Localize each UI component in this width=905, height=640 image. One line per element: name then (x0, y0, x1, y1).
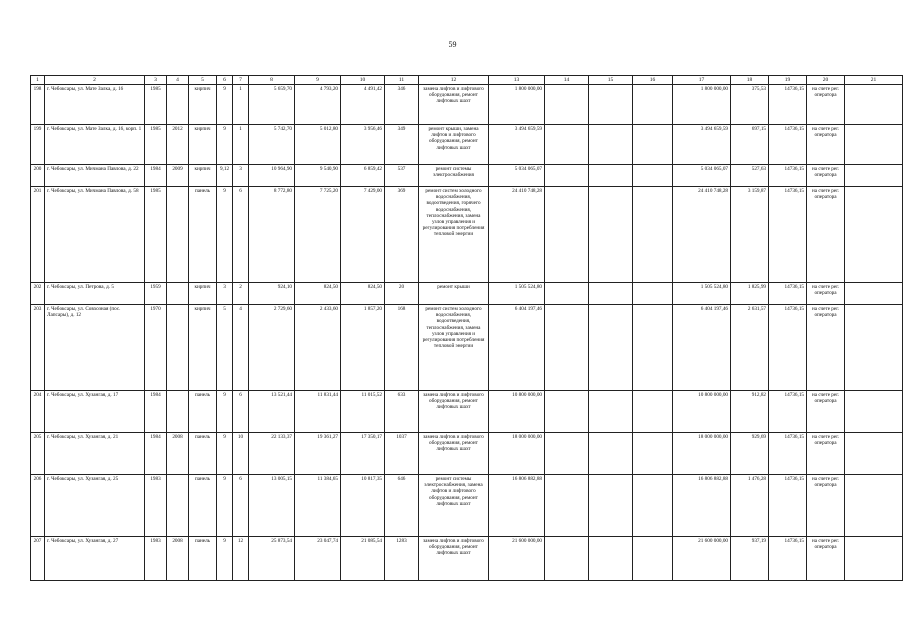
works-cell: замена лифтов и лифтового оборудования, ремонт лифтовых шахт (419, 85, 489, 125)
year-built-cell: 1959 (145, 283, 167, 305)
entrances-cell: 6 (233, 391, 249, 433)
year-renovated-cell (167, 85, 189, 125)
total-area-cell: 2 729,60 (249, 305, 295, 391)
table-row (31, 537, 903, 581)
cost-cell: 16 806 882,88 (489, 475, 545, 537)
column-number-cell: 16 (633, 76, 673, 85)
total-cost-cell: 16 806 882,88 (673, 475, 731, 537)
empty-cell (845, 433, 903, 475)
residential-area-cell: 824,50 (341, 283, 385, 305)
max-unit-cost-cell: 14736,15 (769, 475, 807, 537)
table-row (31, 187, 903, 283)
empty-cell (845, 537, 903, 581)
year-built-cell: 1983 (145, 537, 167, 581)
total-cost-cell: 6 404 197,46 (673, 305, 731, 391)
floors-cell: 9 (217, 85, 233, 125)
cost-cell: 6 404 197,46 (489, 305, 545, 391)
cost-cell: 21 600 000,00 (489, 537, 545, 581)
cost-cell: 3 494 659,59 (489, 125, 545, 165)
works-cell: ремонт систем холодного водоснабжения, водоотведения, теплоснабжения, замена узлов управления и регулирования потребления тепловой энергии (419, 305, 489, 391)
unit-cost-cell: 697,15 (731, 125, 769, 165)
column-number-cell: 5 (189, 76, 217, 85)
entrances-cell: 6 (233, 187, 249, 283)
cost-cell (633, 85, 673, 125)
cost-cell (545, 475, 589, 537)
total-cost-cell: 3 494 659,59 (673, 125, 731, 165)
floors-cell: 5 (217, 305, 233, 391)
cost-cell: 24 410 748,28 (489, 187, 545, 283)
residents-cell: 346 (385, 85, 419, 125)
empty-cell (845, 187, 903, 283)
address-cell: г. Чебоксары, ул. Мате Залка, д. 16, корп. 1 (45, 125, 145, 165)
residential-area-cell: 4 491,42 (341, 85, 385, 125)
entrances-cell: 1 (233, 85, 249, 125)
total-area-cell: 13 521,44 (249, 391, 295, 433)
year-renovated-cell (167, 283, 189, 305)
wall-material-cell: панель (189, 537, 217, 581)
cost-cell (633, 125, 673, 165)
entrances-cell: 4 (233, 305, 249, 391)
max-unit-cost-cell: 14736,15 (769, 305, 807, 391)
residential-area-cell: 6 859,42 (341, 165, 385, 187)
unit-cost-cell: 912,82 (731, 391, 769, 433)
column-number-cell: 12 (419, 76, 489, 85)
column-number-cell: 17 (673, 76, 731, 85)
total-cost-cell: 21 600 000,00 (673, 537, 731, 581)
column-number-cell: 2 (45, 76, 145, 85)
max-unit-cost-cell: 14736,15 (769, 187, 807, 283)
unit-cost-cell: 937,19 (731, 537, 769, 581)
wall-material-cell: панель (189, 475, 217, 537)
table-row (31, 391, 903, 433)
cost-cell (633, 537, 673, 581)
funding-method-cell: на счете рег. оператора (807, 433, 845, 475)
residents-cell: 369 (385, 187, 419, 283)
total-area-cell: 25 873,54 (249, 537, 295, 581)
residential-area-cell: 7 429,00 (341, 187, 385, 283)
unit-cost-cell: 1 825,99 (731, 283, 769, 305)
cost-cell (545, 165, 589, 187)
works-cell: замена лифтов и лифтового оборудования, ремонт лифтовых шахт (419, 433, 489, 475)
residents-cell: 20 (385, 283, 419, 305)
total-area-cell: 13 005,15 (249, 475, 295, 537)
funding-method-cell: на счете рег. оператора (807, 165, 845, 187)
entrances-cell: 3 (233, 165, 249, 187)
year-renovated-cell: 2008 (167, 433, 189, 475)
cost-cell (589, 165, 633, 187)
area-cell: 7 725,20 (295, 187, 341, 283)
works-cell: ремонт крыши, замена лифтов и лифтового оборудования, ремонт лифтовых шахт (419, 125, 489, 165)
entrances-cell: 12 (233, 537, 249, 581)
area-cell: 9 540,90 (295, 165, 341, 187)
row-number-cell: 207 (31, 537, 45, 581)
year-built-cell: 1984 (145, 165, 167, 187)
residents-cell: 1037 (385, 433, 419, 475)
year-renovated-cell: 2008 (167, 537, 189, 581)
housing-register-table (30, 75, 903, 581)
column-number-cell: 11 (385, 76, 419, 85)
unit-cost-cell: 375,53 (731, 85, 769, 125)
area-cell: 19 361,27 (295, 433, 341, 475)
cost-cell (545, 187, 589, 283)
max-unit-cost-cell: 14736,15 (769, 391, 807, 433)
entrances-cell: 2 (233, 283, 249, 305)
year-built-cell: 1985 (145, 187, 167, 283)
table-row (31, 433, 903, 475)
unit-cost-cell: 3 159,87 (731, 187, 769, 283)
empty-cell (845, 475, 903, 537)
area-cell: 23 047,74 (295, 537, 341, 581)
unit-cost-cell: 929,69 (731, 433, 769, 475)
column-number-cell: 13 (489, 76, 545, 85)
residential-area-cell: 1 857,20 (341, 305, 385, 391)
column-number-cell: 21 (845, 76, 903, 85)
table-row (31, 125, 903, 165)
column-number-cell: 9 (295, 76, 341, 85)
works-cell: ремонт системы электроснабжения (419, 165, 489, 187)
address-cell: г. Чебоксары, ул. Мате Залка, д. 16 (45, 85, 145, 125)
cost-cell (545, 85, 589, 125)
total-area-cell: 8 772,80 (249, 187, 295, 283)
unit-cost-cell: 2 631,57 (731, 305, 769, 391)
cost-cell (589, 433, 633, 475)
residential-area-cell: 11 015,52 (341, 391, 385, 433)
funding-method-cell: на счете рег. оператора (807, 283, 845, 305)
max-unit-cost-cell: 14736,15 (769, 85, 807, 125)
year-built-cell: 1985 (145, 125, 167, 165)
wall-material-cell: кирпич (189, 85, 217, 125)
area-cell: 11 384,65 (295, 475, 341, 537)
column-number-cell: 3 (145, 76, 167, 85)
total-cost-cell: 18 000 000,00 (673, 433, 731, 475)
floors-cell: 9 (217, 187, 233, 283)
residents-cell: 168 (385, 305, 419, 391)
max-unit-cost-cell: 14736,15 (769, 283, 807, 305)
year-renovated-cell (167, 305, 189, 391)
total-area-cell: 5 742,70 (249, 125, 295, 165)
address-cell: г. Чебоксары, ул. Мичмана Павлова, д. 22 (45, 165, 145, 187)
year-renovated-cell (167, 391, 189, 433)
max-unit-cost-cell: 14736,15 (769, 165, 807, 187)
unit-cost-cell: 1 476,28 (731, 475, 769, 537)
empty-cell (845, 305, 903, 391)
residential-area-cell: 3 956,46 (341, 125, 385, 165)
column-number-cell: 14 (545, 76, 589, 85)
year-built-cell: 1985 (145, 85, 167, 125)
year-built-cell: 1984 (145, 391, 167, 433)
table-row (31, 305, 903, 391)
total-cost-cell: 1 505 524,80 (673, 283, 731, 305)
cost-cell (589, 475, 633, 537)
address-cell: г. Чебоксары, ул. Хузангая, д. 27 (45, 537, 145, 581)
floors-cell: 9 (217, 433, 233, 475)
area-cell: 11 831,44 (295, 391, 341, 433)
wall-material-cell: кирпич (189, 125, 217, 165)
entrances-cell: 10 (233, 433, 249, 475)
column-number-cell: 10 (341, 76, 385, 85)
empty-cell (845, 125, 903, 165)
wall-material-cell: кирпич (189, 283, 217, 305)
table-row (31, 475, 903, 537)
works-cell: ремонт систем холодного водоснабжения, водоотведения, горячего водоснабжения, теплоснабжения, замена узлов управления и регулирования потребления тепловой энергии (419, 187, 489, 283)
works-cell: замена лифтов и лифтового оборудования, ремонт лифтовых шахт (419, 537, 489, 581)
funding-method-cell: на счете рег. оператора (807, 187, 845, 283)
address-cell: г. Чебоксары, ул. Петрова, д. 5 (45, 283, 145, 305)
total-area-cell: 22 133,37 (249, 433, 295, 475)
empty-cell (845, 165, 903, 187)
funding-method-cell: на счете рег. оператора (807, 391, 845, 433)
total-cost-cell: 5 034 065,07 (673, 165, 731, 187)
empty-cell (845, 283, 903, 305)
area-cell: 5 012,80 (295, 125, 341, 165)
cost-cell (545, 125, 589, 165)
residential-area-cell: 10 817,35 (341, 475, 385, 537)
residents-cell: 349 (385, 125, 419, 165)
cost-cell (589, 305, 633, 391)
entrances-cell: 1 (233, 125, 249, 165)
cost-cell (589, 187, 633, 283)
column-number-row (31, 76, 903, 85)
works-cell: ремонт системы электроснабжения, замена лифтов и лифтового оборудования, ремонт лифтовых шахт (419, 475, 489, 537)
cost-cell (545, 391, 589, 433)
cost-cell: 10 800 000,00 (489, 391, 545, 433)
cost-cell (589, 125, 633, 165)
column-number-cell: 8 (249, 76, 295, 85)
year-built-cell: 1970 (145, 305, 167, 391)
wall-material-cell: панель (189, 391, 217, 433)
page-number: 59 (448, 40, 457, 49)
works-cell: ремонт крыши (419, 283, 489, 305)
row-number-cell: 203 (31, 305, 45, 391)
row-number-cell: 201 (31, 187, 45, 283)
floors-cell: 9,12 (217, 165, 233, 187)
entrances-cell: 6 (233, 475, 249, 537)
cost-cell: 5 034 065,07 (489, 165, 545, 187)
floors-cell: 9 (217, 391, 233, 433)
works-cell: замена лифтов и лифтового оборудования, ремонт лифтовых шахт (419, 391, 489, 433)
row-number-cell: 205 (31, 433, 45, 475)
total-area-cell: 10 964,90 (249, 165, 295, 187)
floors-cell: 3 (217, 283, 233, 305)
year-renovated-cell: 2009 (167, 165, 189, 187)
total-cost-cell: 1 800 000,00 (673, 85, 731, 125)
cost-cell (633, 475, 673, 537)
funding-method-cell: на счете рег. оператора (807, 85, 845, 125)
cost-cell (589, 537, 633, 581)
cost-cell: 1 505 524,80 (489, 283, 545, 305)
year-renovated-cell: 2012 (167, 125, 189, 165)
funding-method-cell: на счете рег. оператора (807, 537, 845, 581)
total-area-cell: 924,10 (249, 283, 295, 305)
area-cell: 4 793,20 (295, 85, 341, 125)
cost-cell (545, 433, 589, 475)
column-number-cell: 1 (31, 76, 45, 85)
empty-cell (845, 391, 903, 433)
wall-material-cell: кирпич (189, 305, 217, 391)
column-number-cell: 7 (233, 76, 249, 85)
row-number-cell: 199 (31, 125, 45, 165)
column-number-cell: 15 (589, 76, 633, 85)
table-row (31, 283, 903, 305)
wall-material-cell: панель (189, 187, 217, 283)
floors-cell: 9 (217, 537, 233, 581)
column-number-cell: 4 (167, 76, 189, 85)
row-number-cell: 202 (31, 283, 45, 305)
cost-cell (545, 283, 589, 305)
residential-area-cell: 21 085,54 (341, 537, 385, 581)
year-built-cell: 1984 (145, 433, 167, 475)
area-cell: 2 433,60 (295, 305, 341, 391)
wall-material-cell: панель (189, 433, 217, 475)
max-unit-cost-cell: 14736,15 (769, 537, 807, 581)
address-cell: г. Чебоксары, ул. Хузангая, д. 21 (45, 433, 145, 475)
area-cell: 824,50 (295, 283, 341, 305)
table-row (31, 165, 903, 187)
floors-cell: 9 (217, 125, 233, 165)
cost-cell (633, 391, 673, 433)
table-row (31, 85, 903, 125)
address-cell: г. Чебоксары, ул. Хузангая, д. 25 (45, 475, 145, 537)
cost-cell (633, 305, 673, 391)
funding-method-cell: на счете рег. оператора (807, 125, 845, 165)
address-cell: г. Чебоксары, ул. Хузангая, д. 17 (45, 391, 145, 433)
column-number-cell: 18 (731, 76, 769, 85)
row-number-cell: 206 (31, 475, 45, 537)
cost-cell (589, 283, 633, 305)
empty-cell (845, 85, 903, 125)
cost-cell: 1 800 000,00 (489, 85, 545, 125)
max-unit-cost-cell: 14736,15 (769, 125, 807, 165)
unit-cost-cell: 527,63 (731, 165, 769, 187)
cost-cell (633, 283, 673, 305)
funding-method-cell: на счете рег. оператора (807, 305, 845, 391)
cost-cell (545, 537, 589, 581)
row-number-cell: 198 (31, 85, 45, 125)
cost-cell: 18 000 000,00 (489, 433, 545, 475)
column-number-cell: 6 (217, 76, 233, 85)
row-number-cell: 200 (31, 165, 45, 187)
residents-cell: 1283 (385, 537, 419, 581)
column-number-cell: 19 (769, 76, 807, 85)
funding-method-cell: на счете рег. оператора (807, 475, 845, 537)
year-built-cell: 1983 (145, 475, 167, 537)
year-renovated-cell (167, 475, 189, 537)
cost-cell (589, 391, 633, 433)
total-cost-cell: 10 800 000,00 (673, 391, 731, 433)
cost-cell (633, 187, 673, 283)
floors-cell: 9 (217, 475, 233, 537)
residents-cell: 537 (385, 165, 419, 187)
wall-material-cell: кирпич (189, 165, 217, 187)
max-unit-cost-cell: 14736,15 (769, 433, 807, 475)
year-renovated-cell (167, 187, 189, 283)
residents-cell: 633 (385, 391, 419, 433)
cost-cell (633, 165, 673, 187)
residential-area-cell: 17 350,17 (341, 433, 385, 475)
total-area-cell: 5 659,70 (249, 85, 295, 125)
cost-cell (589, 85, 633, 125)
cost-cell (545, 305, 589, 391)
residents-cell: 646 (385, 475, 419, 537)
cost-cell (633, 433, 673, 475)
total-cost-cell: 24 410 748,28 (673, 187, 731, 283)
address-cell: г. Чебоксары, ул. Мичмана Павлова, д. 58 (45, 187, 145, 283)
address-cell: г. Чебоксары, ул. Совхозная (пос. Лапсары), д. 12 (45, 305, 145, 391)
row-number-cell: 204 (31, 391, 45, 433)
column-number-cell: 20 (807, 76, 845, 85)
